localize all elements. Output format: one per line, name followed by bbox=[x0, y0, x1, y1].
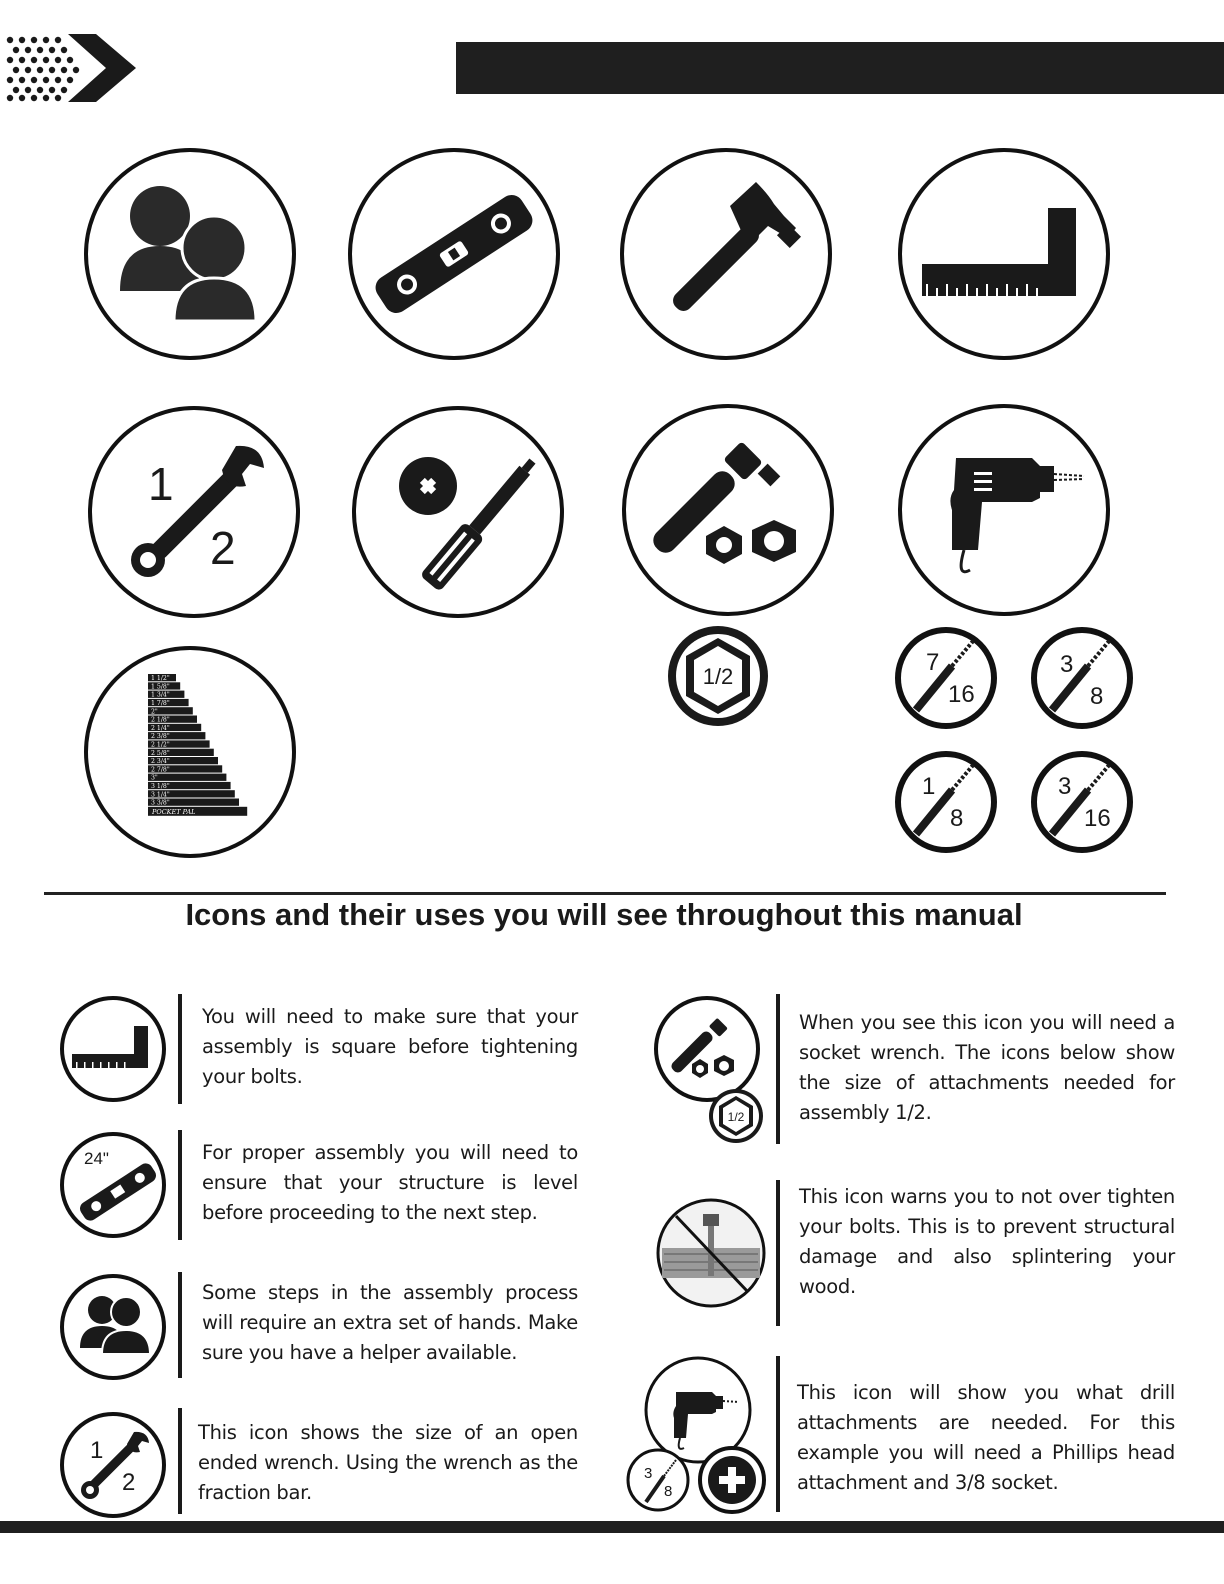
drill-bit-icon bbox=[1028, 750, 1136, 854]
pocket-pal-step bbox=[148, 774, 226, 781]
level-icon bbox=[58, 1130, 168, 1240]
legend-text-no-overtighten: This icon warns you to not over tighten your bolts. This is to prevent structural damage and also splintering your wood. bbox=[799, 1185, 1175, 1298]
pocket-pal-step-label: 2 3/4" bbox=[151, 758, 170, 766]
wrench-fraction-top: 1 bbox=[90, 1437, 104, 1464]
hammer-icon bbox=[618, 146, 834, 362]
wrench-size-icon bbox=[58, 1410, 168, 1520]
pocket-pal-step-label: 3 1/8" bbox=[151, 783, 170, 790]
wrench-size-icon bbox=[86, 404, 302, 620]
pocket-pal-step-label: 3 1/4" bbox=[151, 791, 170, 799]
drill-bit-top: 3 bbox=[644, 1465, 653, 1482]
phillips-screwdriver-icon bbox=[350, 404, 566, 620]
pocket-pal-step-label: 1 3/4" bbox=[151, 691, 170, 699]
pocket-pal-step-label: 2 1/4" bbox=[151, 724, 170, 732]
wrench-fraction-bottom: 2 bbox=[122, 1469, 136, 1496]
pocket-pal-step-label: 2 1/8" bbox=[151, 716, 170, 724]
pocket-pal-step-label: 1 5/8" bbox=[151, 683, 170, 691]
pocket-pal-step-label: 2" bbox=[151, 708, 158, 716]
legend-text-level: For proper assembly you will need to ensure that your structure is level before proceeding to the next step. bbox=[202, 1141, 578, 1224]
level-icon bbox=[346, 146, 562, 362]
pocket-pal-label: POCKET PAL bbox=[152, 807, 196, 816]
legend-divider bbox=[178, 1272, 182, 1378]
people-icon bbox=[82, 146, 298, 362]
drill-bit-bottom: 8 bbox=[1090, 683, 1104, 710]
header-arrow-logo bbox=[0, 30, 140, 106]
legend-text-drill: This icon will show you what drill attachments are needed. For this example you will need a Phillips head attachment and 3/8 socket. bbox=[797, 1381, 1175, 1494]
wrench-fraction-bottom: 2 bbox=[210, 522, 236, 574]
no-overtighten-icon bbox=[654, 1196, 768, 1310]
pocket-pal-step-label: 1 1/2" bbox=[151, 675, 170, 683]
pocket-pal-step-label: 3 3/8" bbox=[151, 799, 170, 807]
pocket-pal-step-label: 2 1/2" bbox=[151, 741, 170, 749]
legend-text-helper: Some steps in the assembly process will require an extra set of hands. Make sure you have a helper available. bbox=[202, 1281, 578, 1364]
socket-size-label: 1/2 bbox=[727, 1110, 745, 1124]
header-bar bbox=[456, 42, 1224, 94]
drill-bit-top: 3 bbox=[1060, 651, 1074, 678]
socket-size-label: 1/2 bbox=[702, 664, 734, 689]
pocket-pal-step-label: 3" bbox=[151, 774, 158, 782]
legend-divider bbox=[776, 1356, 780, 1512]
drill-bit-icon bbox=[892, 626, 1000, 730]
section-heading: Icons and their uses you will see throughout this manual bbox=[185, 897, 1023, 932]
drill-bit-top: 3 bbox=[1058, 773, 1072, 800]
section-divider bbox=[44, 892, 1166, 895]
pocket-pal-step-label: 1 7/8" bbox=[151, 700, 170, 707]
pocket-pal-step-label: 2 3/8" bbox=[151, 733, 170, 741]
square-icon bbox=[58, 994, 168, 1104]
legend-divider bbox=[776, 1180, 780, 1326]
socket-wrench-icon bbox=[620, 402, 836, 618]
drill-bit-top: 7 bbox=[926, 649, 940, 676]
square-icon bbox=[896, 146, 1112, 362]
pocket-pal-icon bbox=[82, 644, 298, 860]
legend-divider bbox=[178, 1408, 182, 1514]
legend-divider bbox=[178, 1130, 182, 1240]
drill-bit-bottom: 8 bbox=[950, 805, 964, 832]
legend-text-socket: When you see this icon you will need a socket wrench. The icons below show the size of attachments needed for assembly 1/2. bbox=[799, 1011, 1175, 1124]
footer-bar bbox=[0, 1521, 1224, 1533]
level-size-label: 24" bbox=[84, 1149, 109, 1168]
drill-bit-icon bbox=[1028, 626, 1136, 730]
drill-bit-bottom: 16 bbox=[948, 681, 975, 708]
pocket-pal-step-label: 2 7/8" bbox=[151, 766, 170, 774]
people-icon bbox=[58, 1272, 168, 1382]
socket-wrench-icon bbox=[652, 994, 768, 1146]
socket-size-icon bbox=[664, 622, 772, 730]
legend-text-wrench: This icon shows the size of an open ended wrench. Using the wrench as the fraction bar. bbox=[198, 1421, 578, 1504]
wrench-fraction-top: 1 bbox=[148, 458, 174, 510]
legend-text-square: You will need to make sure that your assembly is square before tightening your bolts. bbox=[202, 1005, 578, 1088]
drill-icon bbox=[624, 1356, 774, 1516]
pocket-pal-step-label: 2 5/8" bbox=[151, 749, 170, 757]
legend-divider bbox=[178, 994, 182, 1104]
legend-divider bbox=[776, 994, 780, 1144]
drill-bit-top: 1 bbox=[922, 773, 936, 800]
drill-bit-icon bbox=[892, 750, 1000, 854]
drill-bit-bottom: 8 bbox=[664, 1483, 673, 1500]
drill-icon bbox=[896, 402, 1112, 618]
drill-bit-bottom: 16 bbox=[1084, 805, 1111, 832]
